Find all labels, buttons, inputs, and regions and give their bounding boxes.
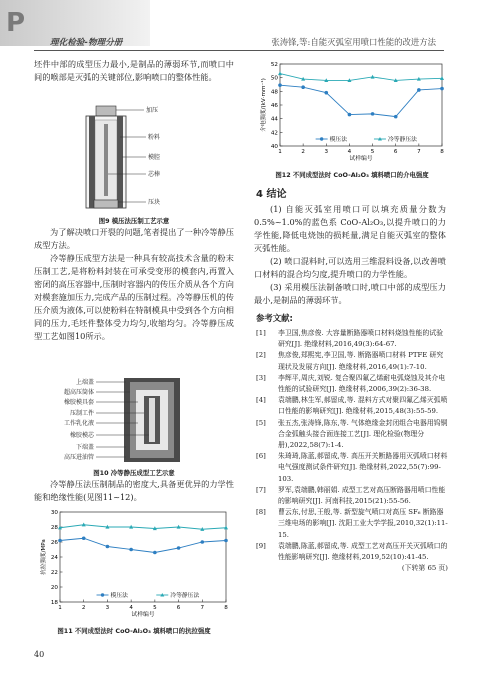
label-workpiece: 压制工件 bbox=[69, 410, 94, 417]
paragraph: 冷等静压成型方法是一种具有较高技术含量的粉末压制工艺,是将粉料封装在可承受变形的模套内,再置入密闭的高压容器中,压制时容器内的传压介质从各个方向对模套施加压力,完成产品的压制过程。冷等静压机的传压介质为液体,可以使粉料在特制模具中受到各个方向相同的压力,毛坯件整体受力均匀,收缩均匀。冷等静压成型工艺如图10所示。 bbox=[34, 253, 234, 341]
x-tick-label: 3 bbox=[324, 149, 329, 155]
legend-label: 冷等静压法 bbox=[170, 593, 200, 599]
data-point bbox=[224, 539, 228, 543]
cold-isostatic-press-diagram bbox=[34, 376, 234, 464]
label-press-block: 压块 bbox=[148, 199, 161, 206]
y-tick-label: 26 bbox=[50, 540, 58, 546]
reference-item bbox=[256, 418, 448, 452]
reference-text: 李卫国,焦彦俊. 大容量断路器喷口材料烧蚀性能的试验研究[J]. 绝缘材料,2016,49(3):64-67. bbox=[278, 329, 444, 349]
x-tick-label: 7 bbox=[417, 149, 421, 155]
label-rubber-sleeve: 橡胶模具套 bbox=[63, 399, 94, 406]
legend-label: 冷等静压法 bbox=[387, 137, 417, 143]
y-axis-label: 抗拉强度/MPa bbox=[41, 539, 47, 575]
figure-caption: 图10 冷等静压成型工艺示意 bbox=[93, 469, 175, 477]
x-tick-label: 6 bbox=[393, 149, 398, 155]
reference-text: 朱琦琦,陈蓝,郝留成,等. 高压开关断路器用灭弧喷口材料电气强度测试条件研究[J]. 绝缘材料,2022,55(7):99-103. bbox=[278, 452, 448, 483]
data-point bbox=[394, 115, 398, 119]
label-core-rod: 芯棒 bbox=[148, 171, 161, 178]
reference-item bbox=[256, 507, 448, 541]
figure-9 bbox=[34, 102, 234, 224]
reference-item bbox=[256, 373, 448, 395]
figure-caption: 图9 模压法压制工艺示意 bbox=[98, 217, 170, 225]
plot-frame bbox=[280, 64, 442, 146]
reference-number: [4] bbox=[256, 396, 266, 405]
y-tick-label: 48 bbox=[270, 89, 278, 96]
reference-number: [9] bbox=[256, 541, 266, 550]
reference-text: 袁端鹏,陈蓝,郝留成,等. 成型工艺对高压开关灭弧喷口的性能影响研究[J]. 绝缘材料,2019,52(10):41-45. bbox=[278, 541, 448, 562]
x-tick-label: 4 bbox=[129, 605, 133, 611]
conclusion-item: (3) 采用模压法制备喷口时,喷口中部的成型压力最小,是制品的薄弱环节。 bbox=[254, 282, 446, 305]
figure-12 bbox=[254, 58, 450, 180]
y-tick-label: 42 bbox=[270, 130, 278, 137]
x-axis-label: 试样编号 bbox=[349, 156, 373, 162]
left-text-top bbox=[34, 58, 234, 84]
legend-label: 模压法 bbox=[110, 593, 128, 599]
y-tick-label: 30 bbox=[50, 510, 58, 516]
label-upper-cap: 上端盖 bbox=[75, 379, 94, 386]
x-tick-label: 5 bbox=[370, 149, 375, 155]
reference-number: [2] bbox=[256, 351, 266, 360]
label-cylinder: 超高压筒体 bbox=[63, 389, 94, 396]
reference-text: 张五杰,张涛锋,陈东,等. 气体绝缘金封闭组合电器用钨铜合金弧触头接合面连接工艺[J]. 理化检验(物理分册),2022,58(7):1-4. bbox=[278, 418, 448, 450]
figure-10 bbox=[34, 376, 234, 476]
x-tick-label: 2 bbox=[81, 605, 86, 611]
reference-list bbox=[256, 328, 448, 574]
paragraph: 为了解决喷口开裂的问题,笔者提出了一种冷等静压成型方法。 bbox=[34, 227, 234, 250]
legend-marker bbox=[101, 593, 104, 596]
paragraph: 坯件中部的成型压力最小,是制品的薄弱环节,而喷口中间的喉部是灭弧的关键部位,影响喷口的整体性能。 bbox=[34, 59, 234, 82]
reference-item bbox=[256, 328, 448, 350]
label-powder: 粉料 bbox=[148, 134, 161, 141]
x-tick-label: 3 bbox=[105, 605, 110, 611]
reference-item bbox=[256, 541, 448, 563]
y-tick-label: 44 bbox=[270, 116, 278, 123]
mold-press-diagram bbox=[34, 102, 234, 212]
data-point bbox=[440, 87, 444, 91]
figure-caption: 图11 不同成型法时 CoO-Al₂O₃ 填料喷口的抗拉强度 bbox=[57, 627, 211, 635]
y-tick-label: 40 bbox=[270, 144, 278, 150]
data-point bbox=[129, 548, 133, 552]
references-heading: 参考文献: bbox=[256, 313, 293, 323]
reference-number: [1] bbox=[256, 329, 266, 337]
reference-text: 罗军,袁端鹏,韩丽娟. 成型工艺对高压断路器用喷口性能的影响研究[J]. 河南科技,2015(21):55-56. bbox=[278, 485, 446, 506]
y-tick-label: 28 bbox=[50, 525, 58, 531]
data-point bbox=[82, 536, 86, 540]
journal-name: 理化检验-物理分册 bbox=[50, 38, 123, 48]
y-axis-label: 介电强度/(kV·mm⁻¹) bbox=[261, 78, 267, 132]
data-point bbox=[324, 91, 328, 95]
figure-caption: 图12 不同成型法时 CoO-Al₂O₃ 填料喷口的介电强度 bbox=[275, 171, 429, 179]
label-emulsion: 工作乳化液 bbox=[63, 420, 94, 427]
label-cavity: 模腔 bbox=[148, 154, 161, 161]
data-point bbox=[200, 540, 204, 544]
x-tick-label: 1 bbox=[278, 149, 282, 155]
reference-text: 曹云东,付思,王般,等. 新型旋气喷口对高压 SF₆ 断路器三维电场的影响[J]. 沈阳工业大学学报,2010,32(1):11-15. bbox=[278, 508, 448, 539]
running-title: 张涛锋,等:自能灭弧室用喷口性能的改进方法 bbox=[271, 37, 436, 47]
x-tick-label: 1 bbox=[58, 605, 62, 611]
reference-item bbox=[256, 395, 448, 417]
y-tick-label: 20 bbox=[50, 585, 58, 591]
conclusion-item: (2) 喷口混料时,可以选用三维混料设备,以改善喷口材料的混合均匀度,提升喷口的力学性能。 bbox=[254, 256, 446, 279]
data-point bbox=[348, 113, 352, 117]
data-point bbox=[58, 539, 62, 543]
reference-number: [6] bbox=[256, 452, 266, 461]
legend-marker bbox=[320, 137, 323, 140]
label-pressurize: 加压 bbox=[146, 107, 159, 114]
x-tick-label: 2 bbox=[301, 149, 305, 155]
data-point bbox=[371, 75, 375, 79]
data-point bbox=[278, 83, 282, 87]
x-axis-label: 试样编号 bbox=[131, 612, 155, 618]
reference-item bbox=[256, 485, 448, 507]
header-rule bbox=[34, 50, 444, 51]
tensile-strength-chart bbox=[34, 506, 234, 622]
reference-text: 李辉平,周庆,刘锐. 复合聚四氟乙烯耐电弧烧蚀及其介电性能的试验研究[J]. 绝缘材料,2006,39(2):36-38. bbox=[278, 373, 446, 394]
data-point bbox=[417, 88, 421, 92]
y-tick-label: 46 bbox=[270, 103, 278, 109]
legend-label: 模压法 bbox=[329, 137, 348, 143]
series-line bbox=[60, 538, 226, 552]
reference-text: 焦彦俊,郑熙宪,李卫国,等. 断路器喷口材料 PTFE 研究现状及发展方向[J]. 绝缘材料,2016,49(1):7-10. bbox=[278, 351, 444, 371]
reference-number: [7] bbox=[256, 485, 266, 494]
reference-number: [5] bbox=[256, 418, 266, 427]
section-heading: 4 结论 bbox=[256, 189, 287, 200]
x-tick-label: 6 bbox=[176, 605, 181, 611]
conclusions bbox=[254, 203, 446, 307]
dielectric-strength-chart bbox=[254, 58, 450, 166]
x-tick-label: 8 bbox=[224, 605, 228, 611]
journal-logo: P bbox=[6, 8, 26, 38]
reference-number: [3] bbox=[256, 373, 266, 382]
y-tick-label: 52 bbox=[270, 62, 278, 68]
x-tick-label: 4 bbox=[347, 149, 352, 155]
data-point bbox=[177, 546, 181, 550]
label-lower-cap: 下端盖 bbox=[75, 444, 94, 451]
reference-item bbox=[256, 350, 448, 372]
reference-text: 袁端鹏,林生军,郝留成,等. 混料方式对聚四氟乙烯灭弧喷口性能的影响研究[J]. 绝缘材料,2015,48(3):55-59. bbox=[278, 396, 448, 416]
label-oil-pipe: 高压进油管 bbox=[63, 454, 94, 461]
x-tick-label: 7 bbox=[200, 605, 205, 611]
data-point bbox=[106, 545, 110, 549]
data-point bbox=[371, 112, 375, 116]
x-tick-label: 8 bbox=[440, 149, 444, 155]
y-tick-label: 18 bbox=[50, 600, 58, 606]
page-number: 40 bbox=[34, 650, 45, 659]
reference-number: [8] bbox=[256, 508, 266, 517]
left-text-middle bbox=[34, 226, 234, 343]
conclusion-item: (1) 自能灭弧室用喷口可以填充质量分数为0.5%~1.0%的蓝色系 CoO-Al₂O₃,以提升喷口的力学性能,降低电烧蚀的损耗量,满足自能灭弧室的整体灭弧性能。 bbox=[254, 204, 446, 253]
label-rubber-core: 橡胶模芯 bbox=[69, 432, 94, 439]
x-tick-label: 5 bbox=[153, 605, 157, 611]
figure-11 bbox=[34, 506, 234, 638]
y-tick-label: 22 bbox=[50, 570, 58, 576]
page-header bbox=[0, 0, 480, 46]
data-point bbox=[153, 551, 157, 555]
left-text-bottom bbox=[34, 478, 234, 504]
y-tick-label: 50 bbox=[270, 75, 278, 82]
reference-item bbox=[256, 451, 448, 485]
paragraph: 冷等静压法压制制品的密度大,具备更优异的力学性能和绝缘性能(见图11~12)。 bbox=[34, 479, 234, 502]
continued-note: (下转第 65 页) bbox=[401, 564, 448, 573]
data-point bbox=[278, 71, 282, 75]
data-point bbox=[301, 85, 305, 89]
y-tick-label: 24 bbox=[50, 555, 58, 561]
